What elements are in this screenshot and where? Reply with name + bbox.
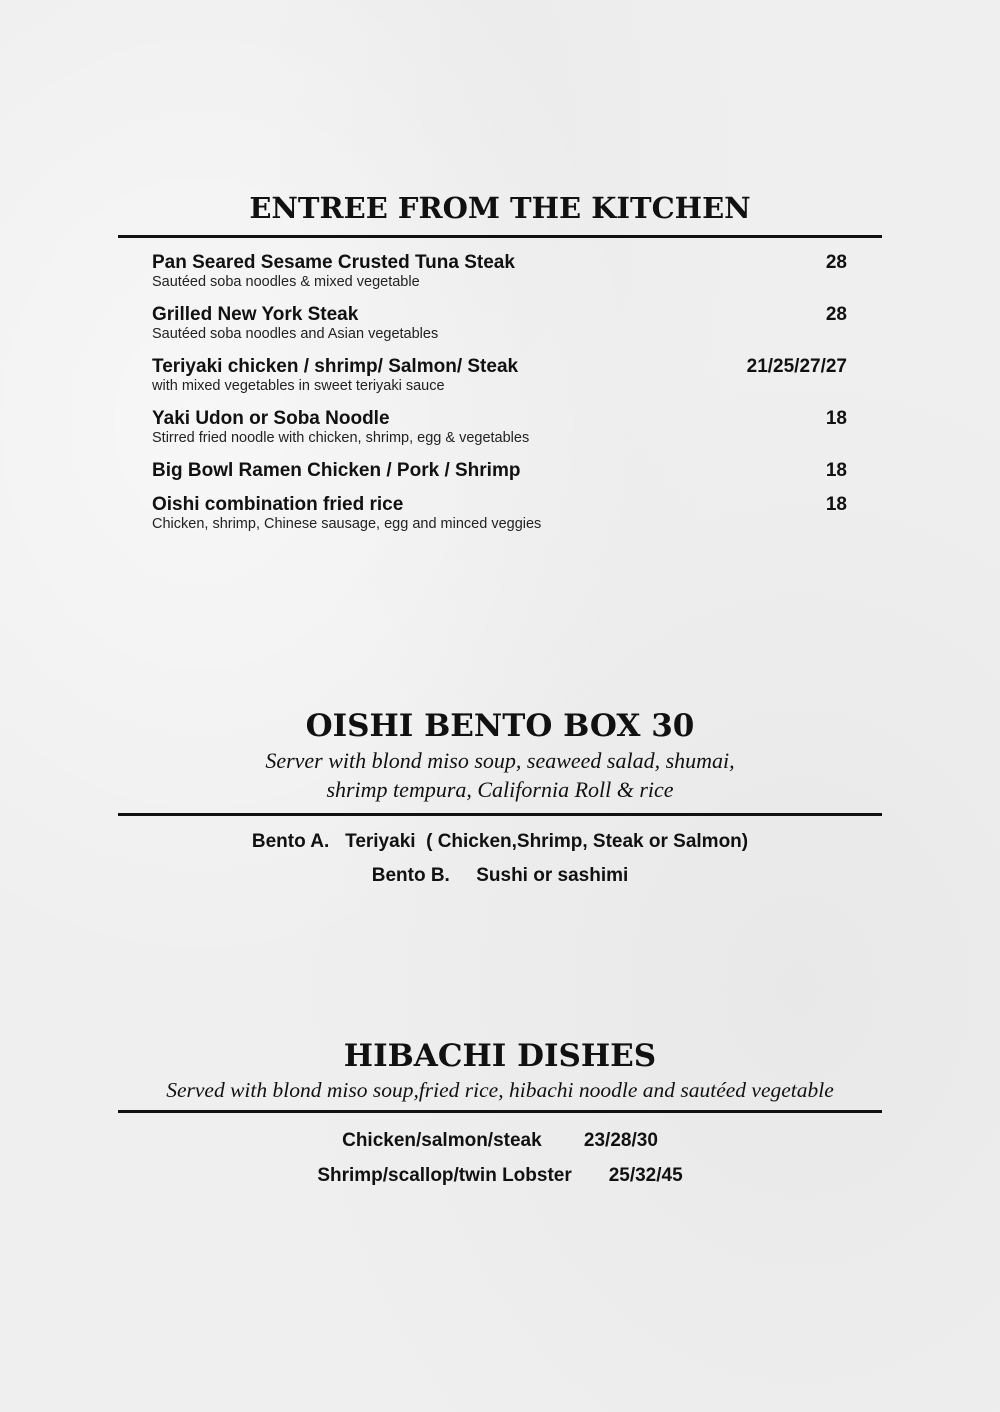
menu-item-description: Stirred fried noodle with chicken, shrimp, egg & vegetables	[152, 430, 530, 446]
entree-divider	[118, 235, 882, 238]
menu-item-name: Pan Seared Sesame Crusted Tuna Steak	[152, 252, 515, 273]
menu-item-description: with mixed vegetables in sweet teriyaki sauce	[152, 378, 445, 394]
menu-item	[152, 252, 847, 291]
hibachi-item-price: 25/32/45	[608, 1165, 683, 1186]
menu-item-price: 28	[825, 304, 847, 325]
hibachi-item	[0, 1130, 1000, 1152]
bento-subtitle-line-2: shrimp tempura, California Roll & rice	[326, 777, 674, 802]
menu-item-description: Sautéed soba noodles & mixed vegetable	[152, 274, 420, 290]
hibachi-divider	[118, 1110, 882, 1113]
menu-item	[152, 356, 847, 395]
hibachi-subtitle: Served with blond miso soup,fried rice, hibachi noodle and sautéed vegetable	[166, 1078, 834, 1102]
hibachi-title: HIBACHI DISHES	[343, 1038, 657, 1074]
hibachi-section	[0, 1036, 1000, 1105]
bento-option-label: Bento B.	[371, 865, 450, 886]
entree-section	[0, 190, 1000, 226]
menu-item	[152, 494, 847, 533]
menu-item-price: 21/25/27/27	[746, 356, 847, 377]
hibachi-item-name: Chicken/salmon/steak	[342, 1130, 542, 1151]
menu-item-name: Oishi combination fried rice	[152, 494, 404, 515]
menu-item-description: Chicken, shrimp, Chinese sausage, egg and minced veggies	[152, 516, 542, 532]
menu-item	[152, 304, 847, 343]
bento-option-value: Sushi or sashimi	[476, 865, 629, 886]
menu-item	[152, 460, 847, 482]
menu-item-price: 18	[825, 408, 847, 429]
menu-item-price: 28	[825, 252, 847, 273]
bento-option-b	[0, 865, 1000, 887]
menu-item-name: Yaki Udon or Soba Noodle	[152, 408, 390, 429]
bento-option-value: Teriyaki ( Chicken,Shrimp, Steak or Salmon)	[345, 831, 749, 852]
menu-item-name: Teriyaki chicken / shrimp/ Salmon/ Steak	[152, 356, 519, 377]
entree-title: ENTREE FROM THE KITCHEN	[249, 191, 751, 225]
bento-option-label: Bento A.	[251, 831, 330, 852]
hibachi-item-name: Shrimp/scallop/twin Lobster	[317, 1165, 572, 1186]
bento-title: OISHI BENTO BOX 30	[305, 708, 695, 744]
bento-section	[0, 706, 1000, 804]
hibachi-item	[0, 1165, 1000, 1187]
bento-subtitle-line-1: Server with blond miso soup, seaweed salad, shumai,	[265, 748, 735, 773]
menu-item-description: Sautéed soba noodles and Asian vegetables	[152, 326, 439, 342]
menu-item-name: Grilled New York Steak	[152, 304, 359, 325]
menu-item-price: 18	[825, 460, 847, 481]
bento-divider	[118, 813, 882, 816]
menu-item-name: Big Bowl Ramen Chicken / Pork / Shrimp	[152, 460, 521, 481]
menu-item-price: 18	[825, 494, 847, 515]
hibachi-item-price: 23/28/30	[583, 1130, 658, 1151]
bento-option-a	[0, 831, 1000, 853]
menu-item	[152, 408, 847, 447]
